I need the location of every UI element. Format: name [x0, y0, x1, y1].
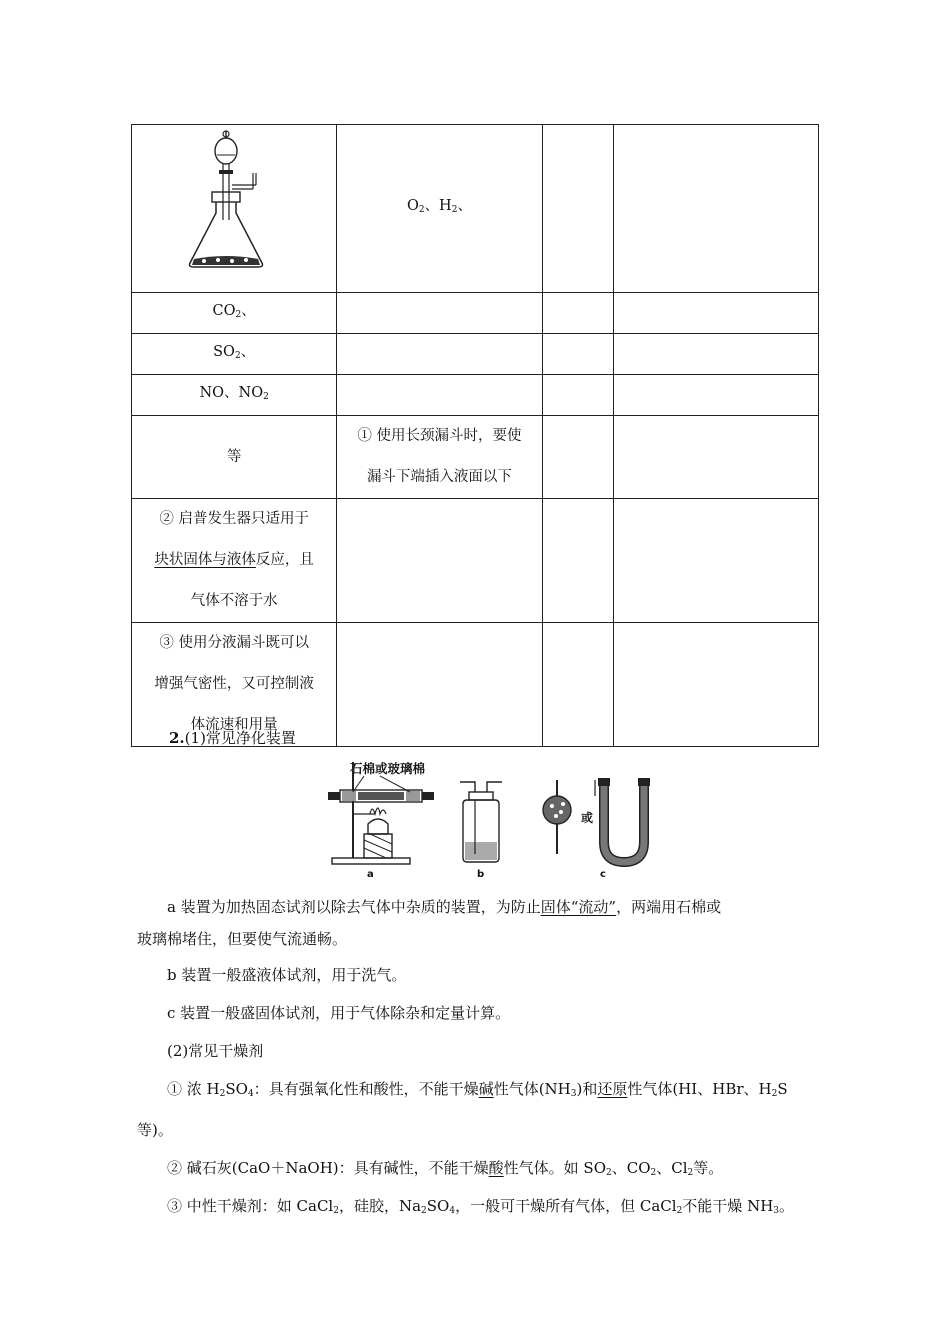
- empty-cell: [542, 334, 613, 375]
- note-line: 体流速和用量: [190, 717, 278, 733]
- text: a 装置为加热固态试剂以除去气体中杂质的装置，为防止: [167, 898, 541, 916]
- gas-cell: [132, 293, 337, 334]
- subscript: 2: [606, 1168, 612, 1178]
- section-heading: [169, 727, 849, 749]
- gas-cell: [132, 375, 337, 416]
- desiccant-1-line2: [137, 1119, 817, 1141]
- subscript: 4: [449, 1206, 456, 1216]
- subscript: 2: [235, 310, 242, 320]
- subscript: 2: [451, 205, 458, 215]
- text: SO: [225, 1080, 248, 1098]
- desiccant-3: [137, 1195, 817, 1222]
- empty-cell: [542, 499, 613, 623]
- text: 不能干燥 NH: [682, 1197, 774, 1215]
- subscript: 2: [219, 1089, 226, 1099]
- empty-cell: [613, 334, 818, 375]
- underlined-text: 块状固体与液体: [154, 552, 256, 568]
- subscript: 2: [418, 205, 425, 215]
- flask-with-separatory-funnel-icon: [174, 125, 294, 275]
- underlined-text: 酸: [488, 1159, 504, 1177]
- empty-cell: [337, 334, 542, 375]
- text: )和: [576, 1080, 598, 1098]
- empty-cell: [613, 499, 818, 623]
- note-line: ② 启普发生器只适用于: [159, 511, 309, 527]
- subscript: 2: [421, 1206, 427, 1216]
- gas-text: CO: [212, 303, 236, 319]
- empty-cell: [613, 125, 818, 293]
- empty-cell: [542, 125, 613, 293]
- gas-text: 、H: [424, 198, 452, 214]
- flask-funnel-apparatus-cell: [132, 125, 337, 293]
- text: 。: [779, 1197, 795, 1215]
- paragraph-a-line2: [137, 928, 817, 950]
- subscript: 2: [234, 351, 241, 361]
- subscript: 3: [773, 1206, 780, 1216]
- desiccant-2: [137, 1157, 817, 1184]
- purification-apparatus-figure: [320, 756, 650, 878]
- note-line: 漏斗下端插入液面以下: [366, 469, 512, 485]
- text: ，两端用石棉或: [616, 898, 722, 916]
- empty-cell: [337, 293, 542, 334]
- text: 等)。: [137, 1121, 173, 1139]
- text: ③ 中性干燥剂：如 CaCl: [167, 1197, 334, 1215]
- subscript: 4: [247, 1089, 254, 1099]
- empty-cell: [613, 375, 818, 416]
- gas-text: SO: [213, 344, 235, 360]
- underlined-text: 还原: [597, 1080, 628, 1098]
- empty-cell: [542, 416, 613, 499]
- note-line: [138, 540, 330, 581]
- gas-text: O: [406, 198, 419, 214]
- subscript: 2: [771, 1089, 778, 1099]
- note-line: ③ 使用分液漏斗既可以: [159, 635, 309, 651]
- text: 性气体(HI、HBr、H: [627, 1080, 772, 1098]
- table-row: [132, 334, 819, 375]
- note-line: 气体不溶于水: [190, 593, 278, 609]
- gas-cell: 等: [132, 416, 337, 499]
- underlined-text: 固体“流动”: [540, 898, 617, 916]
- text: ，硅胶，Na: [338, 1197, 422, 1215]
- figure-or-text: 或: [581, 811, 594, 825]
- text: ，一般可干燥所有气体，但 CaCl: [455, 1197, 677, 1215]
- text: SO: [426, 1197, 450, 1215]
- text: 玻璃棉堵住，但要使气流通畅。: [137, 930, 348, 948]
- gas-cell: [132, 334, 337, 375]
- empty-cell: [337, 375, 542, 416]
- text: S: [777, 1080, 788, 1098]
- gas-generation-table: [131, 124, 819, 747]
- text: 性气体。如 SO: [503, 1159, 606, 1177]
- text: ② 碱石灰(CaO＋NaOH)：具有碱性，不能干燥: [167, 1159, 489, 1177]
- subsection-heading: [137, 1040, 817, 1062]
- empty-cell: [613, 416, 818, 499]
- subscript: 2: [263, 392, 269, 402]
- text: (2)常见干燥剂: [167, 1042, 264, 1060]
- subscript: 2: [650, 1168, 657, 1178]
- table-row: [132, 125, 819, 293]
- paragraph-a: [137, 887, 817, 927]
- note-cell: [132, 499, 337, 623]
- text: 性气体(NH: [493, 1080, 571, 1098]
- figure-label-b: b: [477, 869, 485, 878]
- empty-cell: [542, 293, 613, 334]
- empty-cell: [613, 293, 818, 334]
- note-line: 增强气密性，又可控制液: [154, 676, 314, 692]
- section-title: (1)常见净化装置: [184, 729, 296, 747]
- section-number: 2.: [169, 729, 185, 747]
- text: ：具有强氧化性和酸性，不能干燥: [253, 1080, 479, 1098]
- gas-text: 、: [240, 344, 256, 360]
- table-row: [132, 416, 819, 499]
- figure-label-top: 石棉或玻璃棉: [350, 761, 426, 776]
- text: 等。: [693, 1159, 724, 1177]
- subscript: 2: [687, 1168, 694, 1178]
- table-row: [132, 499, 819, 623]
- figure-label-a: a: [367, 869, 374, 878]
- gases-cell: [337, 125, 542, 293]
- figure-label-c: c: [600, 869, 606, 878]
- text: c 装置一般盛固体试剂，用于气体除杂和定量计算。: [167, 1004, 511, 1022]
- subscript: 2: [676, 1206, 683, 1216]
- text: 、Cl: [656, 1159, 688, 1177]
- text: b 装置一般盛液体试剂，用于洗气。: [167, 966, 407, 984]
- empty-cell: [337, 499, 542, 623]
- table-row: [132, 293, 819, 334]
- empty-cell: [542, 375, 613, 416]
- note-line: ① 使用长颈漏斗时，要使: [357, 428, 522, 444]
- text: ① 浓 H: [167, 1080, 220, 1098]
- subscript: 3: [570, 1089, 577, 1099]
- subscript: 2: [333, 1206, 339, 1216]
- text: 、CO: [611, 1159, 651, 1177]
- underlined-text: 碱: [478, 1080, 494, 1098]
- table-row: [132, 375, 819, 416]
- gas-text: 、: [241, 303, 256, 319]
- gas-text: NO、NO: [199, 385, 264, 401]
- paragraph-c: [137, 1002, 817, 1024]
- gas-text: 、: [457, 198, 472, 214]
- note-text: 反应，且: [255, 552, 314, 568]
- note-cell: [337, 416, 542, 499]
- paragraph-b: [137, 964, 817, 986]
- desiccant-1: [137, 1078, 817, 1105]
